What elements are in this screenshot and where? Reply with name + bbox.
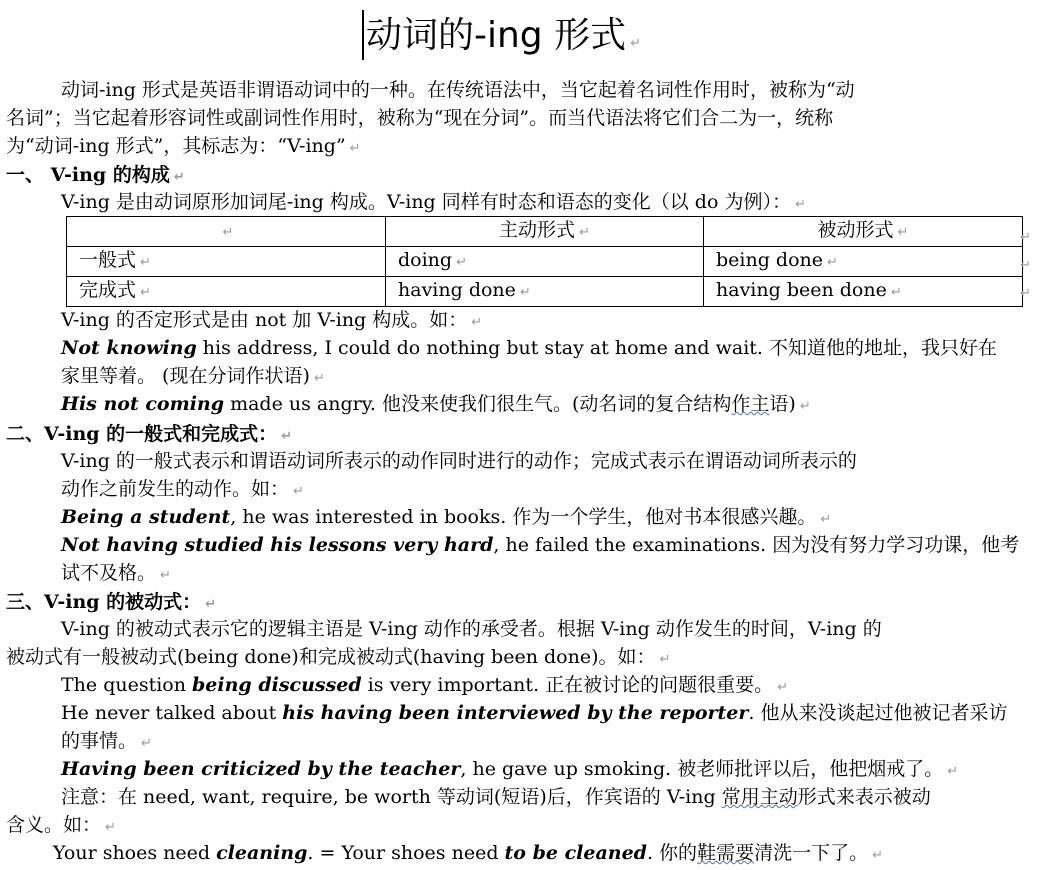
paragraph-mark-icon: ↵ bbox=[519, 285, 531, 300]
intro-line-3: 为“动词-ing 形式”，其标志为：“V-ing” ↵ bbox=[6, 135, 361, 157]
paragraph-mark-icon: ↵ bbox=[827, 255, 838, 270]
title-text: 动词的-ing 形式 bbox=[366, 15, 627, 56]
note-line: 注意：在 need, want, require, be worth 等动词(短语)后，作宾语的 V-ing 常用主动形式来表示被动 bbox=[61, 786, 931, 808]
paragraph-mark-icon: ↵ bbox=[872, 848, 883, 863]
paragraph-mark-icon: ↵ bbox=[140, 255, 151, 270]
example-line: The question being discussed is very important. 正在被讨论的问题很重要。 ↵ bbox=[61, 674, 789, 696]
example-line: Your shoes need cleaning. = Your shoes need to be cleaned. 你的鞋需要清洗一下了。 ↵ bbox=[53, 842, 883, 864]
section-1-desc: V-ing 是由动词原形加词尾-ing 构成。V-ing 同样有时态和语态的变化（以 do 为例）： ↵ bbox=[61, 191, 806, 213]
paragraph-mark-icon: ↵ bbox=[897, 225, 909, 240]
table-cell: having done ↵ bbox=[386, 277, 704, 307]
grammar-flag: 常用主动 bbox=[721, 786, 798, 808]
example-line: 试不及格。 ↵ bbox=[61, 562, 171, 584]
section-3-desc: V-ing 的被动式表示它的逻辑主语是 V-ing 动作的承受者。根据 V-ing 动作发生的时间，V-ing 的 bbox=[61, 618, 882, 640]
table-cell: 完成式 ↵ bbox=[67, 277, 386, 307]
table-header-cell bbox=[67, 217, 386, 247]
table-header-row bbox=[67, 217, 1023, 247]
section-3-desc: 被动式有一般被动式(being done)和完成被动式(having been done)。如： ↵ bbox=[6, 646, 671, 668]
table-cell: 一般式 ↵ bbox=[67, 247, 386, 277]
paragraph-mark-icon: ↵ bbox=[579, 225, 590, 240]
forms-table bbox=[66, 216, 1023, 307]
example-line: Having been criticized by the teacher, he gave up smoking. 被老师批评以后，他把烟戒了。 ↵ bbox=[61, 758, 959, 780]
table-row bbox=[67, 247, 1023, 277]
paragraph-mark-icon: ↵ bbox=[777, 680, 789, 695]
paragraph-mark-icon: ↵ bbox=[630, 36, 642, 51]
section-2-heading: 二、V-ing 的一般式和完成式： ↵ bbox=[6, 423, 293, 445]
paragraph-mark-icon: ↵ bbox=[659, 652, 671, 667]
table-cell: doing ↵ bbox=[386, 247, 704, 277]
paragraph-mark-icon: ↵ bbox=[456, 255, 467, 270]
paragraph-mark-icon: ↵ bbox=[471, 315, 483, 330]
paragraph-mark-icon: ↵ bbox=[205, 597, 217, 612]
paragraph-mark-icon: ↵ bbox=[222, 225, 234, 240]
section-1-heading: 一、 V-ing 的构成 ↵ bbox=[6, 164, 185, 186]
intro-line-2: 名词”；当它起着形容词性或副词性作用时，被称为“现在分词”。而当代语法将它们合二为一，统称 bbox=[6, 107, 834, 129]
row-end-mark-icon: ↵ bbox=[1020, 230, 1031, 245]
table-header-cell: 主动形式 ↵ bbox=[386, 217, 704, 247]
example-line: Being a student, he was interested in books. 作为一个学生，他对书本很感兴趣。 ↵ bbox=[61, 506, 832, 528]
table-row bbox=[67, 277, 1023, 307]
paragraph-mark-icon: ↵ bbox=[141, 736, 152, 751]
table-header-cell: 被动形式 ↵ bbox=[704, 217, 1023, 247]
paragraph-mark-icon: ↵ bbox=[293, 484, 304, 499]
paragraph-mark-icon: ↵ bbox=[794, 197, 806, 212]
page-title bbox=[362, 10, 641, 70]
paragraph-mark-icon: ↵ bbox=[820, 512, 832, 527]
paragraph-mark-icon: ↵ bbox=[105, 820, 116, 835]
example-line: Not knowing his address, I could do nothing but stay at home and wait. 不知道他的地址，我只好在 bbox=[61, 337, 998, 359]
example-line: Not having studied his lessons very hard, he failed the examinations. 因为没有努力学习功课，他考 bbox=[61, 534, 1020, 556]
intro-line-1: 动词-ing 形式是英语非谓语动词中的一种。在传统语法中，当它起着名词性作用时，被称为“动 bbox=[61, 79, 855, 101]
section-3-heading: 三、V-ing 的被动式： ↵ bbox=[6, 591, 217, 613]
example-line: 的事情。 ↵ bbox=[61, 730, 152, 752]
example-line: His not coming made us angry. 他没来使我们很生气。(动名词的复合结构作主语) ↵ bbox=[61, 393, 811, 415]
grammar-flag: 鞋需要 bbox=[697, 842, 755, 864]
paragraph-mark-icon: ↵ bbox=[799, 399, 811, 414]
paragraph-mark-icon: ↵ bbox=[173, 170, 185, 185]
note-line: 含义。如： ↵ bbox=[6, 814, 116, 836]
paragraph-mark-icon: ↵ bbox=[160, 568, 171, 583]
paragraph-mark-icon: ↵ bbox=[349, 141, 361, 156]
example-line: 家里等着。 (现在分词作状语) ↵ bbox=[61, 365, 325, 387]
negative-form-text: V-ing 的否定形式是由 not 加 V-ing 构成。如： ↵ bbox=[61, 309, 483, 331]
paragraph-mark-icon: ↵ bbox=[947, 764, 959, 779]
paragraph-mark-icon: ↵ bbox=[140, 285, 151, 300]
row-end-mark-icon: ↵ bbox=[1020, 258, 1031, 273]
section-2-desc: V-ing 的一般式表示和谓语动词所表示的动作同时进行的动作；完成式表示在谓语动词所表示的 bbox=[61, 450, 857, 472]
paragraph-mark-icon: ↵ bbox=[890, 285, 902, 300]
example-line: He never talked about his having been interviewed by the reporter. 他从来没谈起过他被记者采访 bbox=[61, 702, 1008, 724]
table-cell: being done ↵ bbox=[704, 247, 1023, 277]
paragraph-mark-icon: ↵ bbox=[281, 429, 293, 444]
section-2-desc: 动作之前发生的动作。如： ↵ bbox=[61, 478, 304, 500]
table-cell: having been done ↵ bbox=[704, 277, 1023, 307]
grammar-flag: 作主 bbox=[731, 393, 770, 415]
text-cursor bbox=[362, 10, 364, 60]
row-end-mark-icon: ↵ bbox=[1020, 286, 1031, 301]
paragraph-mark-icon: ↵ bbox=[313, 371, 325, 386]
